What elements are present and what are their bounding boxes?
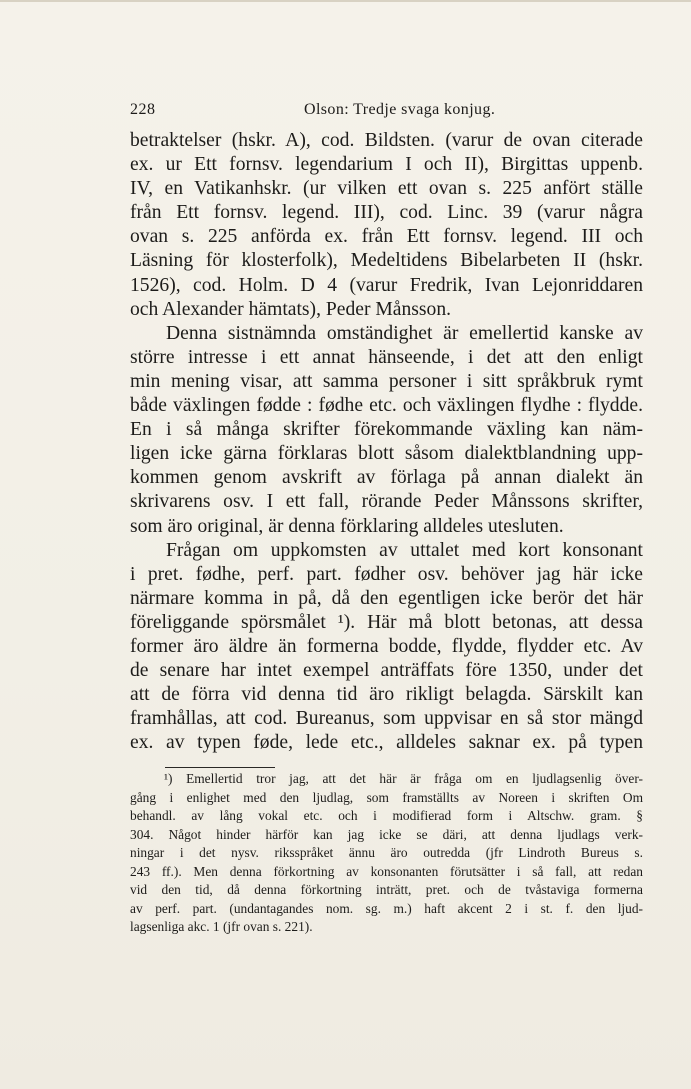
running-head: Olson: Tredje svaga konjug. bbox=[304, 101, 496, 118]
footnote-line: vid den tid, då denna förkortning inträtt, pret. och de tvåstaviga formerna bbox=[130, 882, 643, 897]
body-line: både växlingen fødde : fødhe etc. och växlingen flydhe : flydde. bbox=[130, 395, 643, 417]
body-line: som äro original, är denna förklaring alldeles utesluten. bbox=[130, 515, 564, 537]
body-line: kommen genom avskrift av förlaga på annan dialekt än bbox=[130, 467, 643, 489]
body-line: i pret. fødhe, perf. part. fødher osv. behöver jag här icke bbox=[130, 563, 643, 585]
footnote-line: 304. Något hinder härför kan jag icke se däri, att denna ljudlags verk- bbox=[130, 826, 643, 842]
body-line: skrivarens osv. I ett fall, rörande Peder Månssons skrifter, bbox=[130, 491, 643, 513]
body-line: betraktelser (hskr. A), cod. Bildsten. (varur de ovan citerade bbox=[130, 130, 643, 151]
footnote-line: lagsenliga akc. 1 (jfr ovan s. 221). bbox=[130, 919, 313, 934]
body-line: ex. ur Ett fornsv. legendarium I och II), Birgittas uppenb. bbox=[130, 154, 643, 176]
body-line: från Ett fornsv. legend. III), cod. Linc. 39 (varur några bbox=[130, 202, 643, 224]
body-line: föreliggande spörsmålet ¹). Här må blott betonas, att dessa bbox=[130, 611, 643, 633]
footnote-divider bbox=[165, 767, 275, 768]
page-edge bbox=[0, 0, 691, 2]
page-header bbox=[130, 101, 630, 125]
body-line: närmare komma in på, då den egentligen icke berör det här bbox=[130, 587, 643, 609]
body-line: Läsning för klosterfolk), Medeltidens Bibelarbeten II (hskr. bbox=[130, 250, 643, 272]
body-text bbox=[130, 129, 643, 755]
footnotes bbox=[130, 770, 643, 937]
body-line: Denna sistnämnda omständighet är emellertid kanske av bbox=[166, 322, 643, 344]
body-line: större intresse i ett annat hänseende, i det att den enligt bbox=[130, 346, 643, 368]
footnote-line: ¹) Emellertid tror jag, att det här är fråga om en ljudlagsenlig över- bbox=[164, 771, 643, 786]
body-line: ovan s. 225 anförda ex. från Ett fornsv. legend. III och bbox=[130, 226, 643, 248]
footnote-line: ningar i det nysv. riksspråket ännu äro outredda (jfr Lindroth Bureus s. bbox=[130, 845, 643, 860]
body-line: och Alexander hämtats), Peder Månsson. bbox=[130, 298, 452, 320]
body-line: ex. av typen føde, lede etc., alldeles saknar ex. på typen bbox=[130, 732, 643, 754]
body-line: former äro äldre än formerna bodde, flydde, flydder etc. Av bbox=[130, 635, 643, 657]
page-number: 228 bbox=[130, 101, 156, 118]
footnote-line: behandl. av lång vokal etc. och i modifierad form i Altschw. gram. § bbox=[130, 808, 643, 823]
body-line: framhållas, att cod. Bureanus, som uppvisar en så stor mängd bbox=[130, 708, 643, 730]
body-line: att de förra vid denna tid äro rikligt belagda. Särskilt kan bbox=[130, 684, 643, 706]
body-line: ligen icke gärna förklaras blott såsom dialektblandning upp- bbox=[130, 443, 643, 465]
footnote-line: av perf. part. (undantagandes nom. sg. m.) haft akcent 2 i st. f. den ljud- bbox=[130, 900, 643, 916]
body-line: min mening visar, att samma personer i sitt språkbruk rymt bbox=[130, 370, 643, 392]
body-line: de senare har intet exempel anträffats före 1350, under det bbox=[130, 660, 643, 682]
body-line: Frågan om uppkomsten av uttalet med kort konsonant bbox=[166, 539, 643, 561]
footnote-line: gång i enlighet med den ljudlag, som framställts av Noreen i skriften Om bbox=[130, 789, 643, 805]
body-line: En i så många skrifter förekommande växling kan näm- bbox=[130, 419, 643, 441]
footnote-line: 243 ff.). Men denna förkortning av konsonanten förutsätter i så fall, att redan bbox=[130, 863, 643, 879]
body-line: IV, en Vatikanhskr. (ur vilken ett ovan s. 225 anfört ställe bbox=[130, 178, 643, 200]
body-line: 1526), cod. Holm. D 4 (varur Fredrik, Ivan Lejonriddaren bbox=[130, 274, 643, 296]
